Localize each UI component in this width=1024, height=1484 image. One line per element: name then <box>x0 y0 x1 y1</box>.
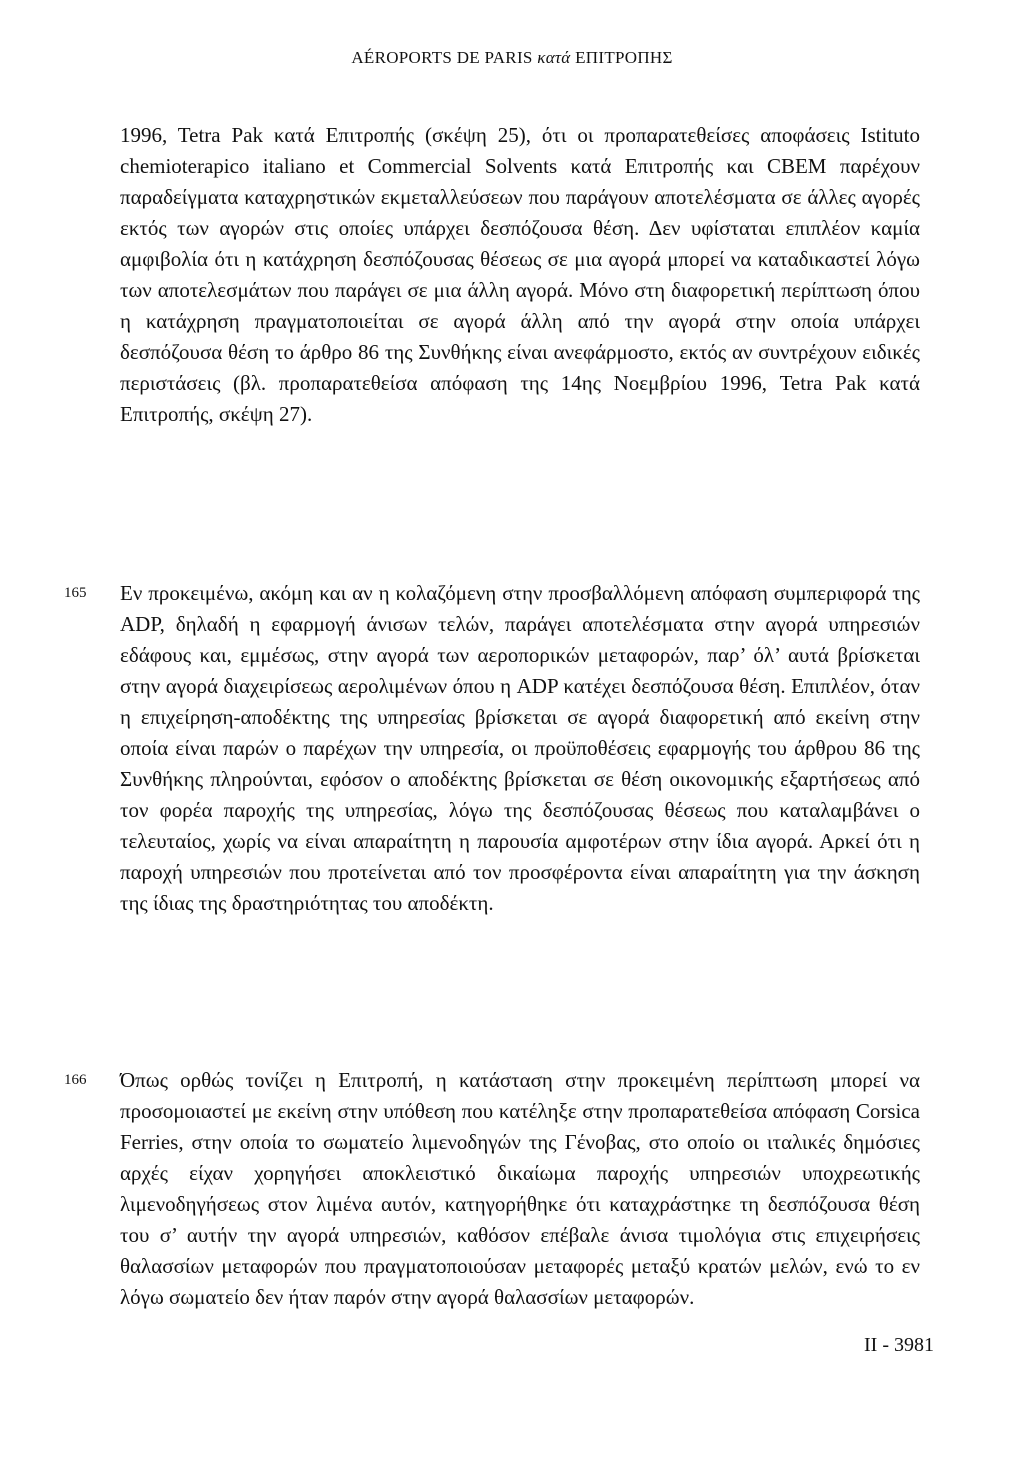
paragraph-165: Εν προκειμένω, ακόμη και αν η κολαζόμενη στην προσβαλλόμενη απόφαση συμπεριφορά της ADP, δηλαδή η εφαρμογή άνισων τελών, παράγει αποτελέσματα στην αγορά υπηρεσιών εδάφους και, εμμέσως, στην αγορά των αεροπορικών μεταφορών, παρ’ όλ’ αυτά βρίσκεται στην αγορά διαχειρίσεως αερολιμένων όπου η ADP κατέχει δεσπόζουσα θέση. Επιπλέον, όταν η επιχείρηση-αποδέκτης της υπηρεσίας βρίσκεται σε αγορά διαφορετική από εκείνη στην οποία είναι παρών ο παρέχων την υπηρεσία, οι προϋποθέσεις εφαρμογής του άρθρου 86 της Συνθήκης πληρούνται, εφόσον ο αποδέκτης βρίσκεται σε θέση οικονομικής εξαρτήσεως από τον φορέα παροχής της υπηρεσίας, λόγω της δεσπόζουσας θέσεως που καταλαμβάνει ο τελευταίος, χωρίς να είναι απαραίτητη η παρουσία αμφοτέρων στην ίδια αγορά. Αρκεί ότι η παροχή υπηρεσιών που προτείνεται από τον προσφέροντα είναι απαραίτητη για την άσκηση της ίδιας της δραστηριότητας του αποδέκτη. <box>120 581 920 915</box>
running-header <box>0 48 1024 68</box>
paragraph-number-165: 165 <box>64 585 87 601</box>
paragraph-number-166: 166 <box>64 1072 87 1088</box>
header-commission: ΕΠΙΤΡΟΠΗΣ <box>575 48 673 67</box>
header-title: AÉROPORTS DE PARIS <box>351 48 533 67</box>
paragraph-166: Όπως ορθώς τονίζει η Επιτροπή, η κατάσταση στην προκειμένη περίπτωση μπορεί να προσομοιαστεί με εκείνη στην υπόθεση που κατέληξε στην προπαρατεθείσα απόφαση Corsica Ferries, στην οποία το σωματείο λιμενοδηγών της Γένοβας, στο οποίο οι ιταλικές δημόσιες αρχές είχαν χορηγήσει αποκλειστικό δικαίωμα παροχής υπηρεσιών υποχρεωτικής λιμενοδηγήσεως στον λιμένα αυτόν, κατηγορήθηκε ότι καταχράστηκε τη δεσπόζουσα θέση του σ’ αυτήν την αγορά υπηρεσιών, καθόσον επέβαλε άνισα τιμολόγια στις επιχειρήσεις θαλασσίων μεταφορών που πραγματοποιούσαν μεταφορές μεταξύ κρατών μελών, ενώ το εν λόγω σωματείο δεν ήταν παρόν στην αγορά θαλασσίων μεταφορών. <box>120 1068 920 1309</box>
paragraph-continuation: 1996, Tetra Pak κατά Επιτροπής (σκέψη 25), ότι οι προπαρατεθείσες αποφάσεις Istituto chemioterapico italiano et Commercial Solvents κατά Επιτροπής και CBEM παρέχουν παραδείγματα καταχρηστικών εκμεταλλεύσεων που παράγουν αποτελέσματα σε άλλες αγορές εκτός των αγορών στις οποίες υπάρχει δεσπόζουσα θέση. Δεν υφίσταται επιπλέον καμία αμφιβολία ότι η κατάχρηση δεσπόζουσας θέσεως σε μια αγορά μπορεί να καταδικαστεί λόγω των αποτελεσμάτων που παράγει σε μια άλλη αγορά. Μόνο στη διαφορετική περίπτωση όπου η κατάχρηση πραγματοποιείται σε αγορά άλλη από την αγορά στην οποία υπάρχει δεσπόζουσα θέση το άρθρο 86 της Συνθήκης είναι ανεφάρμοστο, εκτός αν συντρέχουν ειδικές περιστάσεις (βλ. προπαρατεθείσα απόφαση της 14ης Νοεμβρίου 1996, Tetra Pak κατά Επιτροπής, σκέψη 27). <box>120 123 920 426</box>
page-number: II - 3981 <box>864 1334 934 1356</box>
header-kata: κατά <box>537 48 571 67</box>
